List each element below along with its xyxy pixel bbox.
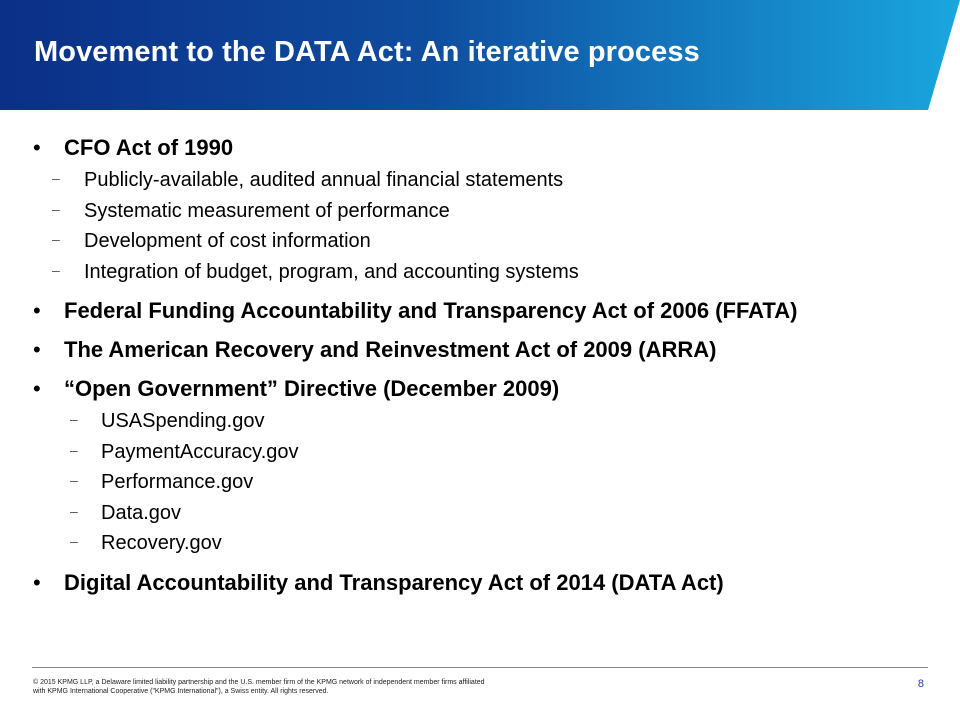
bullet-item xyxy=(0,334,960,365)
dash-marker: – xyxy=(70,502,78,519)
sub-bullet-item xyxy=(64,528,900,559)
slide-header xyxy=(0,0,960,110)
dash-marker: – xyxy=(70,441,78,458)
sub-bullet-item xyxy=(64,467,900,498)
dash-marker: – xyxy=(70,472,78,488)
bullet-text: CFO Act of 1990 xyxy=(64,135,234,160)
footer-copyright: © 2015 KPMG LLP, a Delaware limited liability partnership and the U.S. member firm of the KPMG network of independent member firms affiliated with KPMG International Cooperative ("KPMG International"), a Swiss entity. All rights reserved. xyxy=(33,679,485,695)
bullet-item xyxy=(0,295,960,326)
sub-bullet-text: Development of cost information xyxy=(84,230,371,252)
dash-marker: – xyxy=(70,533,78,549)
sub-bullet-item xyxy=(64,437,900,468)
sub-bullet-list xyxy=(64,406,900,559)
sub-bullet-text: Publicly-available, audited annual financial statements xyxy=(84,169,564,191)
dash-marker: – xyxy=(52,200,60,217)
sub-bullet-text: Performance.gov xyxy=(101,471,254,493)
bullet-text: Digital Accountability and Transparency Act of 2014 (DATA Act) xyxy=(64,569,724,595)
sub-bullet-item xyxy=(64,406,900,437)
bullet-item xyxy=(0,132,960,287)
bullet-marker: • xyxy=(33,376,41,401)
sub-bullet-item xyxy=(52,196,900,227)
sub-bullet-text: PaymentAccuracy.gov xyxy=(101,440,299,463)
page-number: 8 xyxy=(917,678,924,690)
sub-bullet-item xyxy=(52,165,900,196)
bullet-marker: • xyxy=(33,337,41,362)
sub-bullet-text: Integration of budget, program, and accounting systems xyxy=(84,260,579,283)
sub-bullet-item xyxy=(52,226,900,257)
bullet-marker: • xyxy=(33,569,41,595)
bullet-marker: • xyxy=(33,135,41,160)
sub-bullet-item xyxy=(52,257,900,288)
bullet-text: “Open Government” Directive (December 2009) xyxy=(64,376,560,401)
slide-title: Movement to the DATA Act: An iterative process xyxy=(34,36,700,68)
bullet-text: The American Recovery and Reinvestment Act of 2009 (ARRA) xyxy=(64,337,717,362)
sub-bullet-text: USASpending.gov xyxy=(101,410,265,432)
dash-marker: – xyxy=(52,261,60,278)
dash-marker: – xyxy=(52,231,60,247)
bullet-item xyxy=(0,567,960,598)
footer-divider xyxy=(32,667,928,668)
sub-bullet-item xyxy=(64,498,900,529)
sub-bullet-text: Recovery.gov xyxy=(101,532,222,554)
dash-marker: – xyxy=(52,170,60,186)
sub-bullet-list xyxy=(52,165,900,287)
bullet-item xyxy=(0,373,960,559)
bullet-marker: • xyxy=(33,298,41,323)
dash-marker: – xyxy=(70,411,78,427)
sub-bullet-text: Systematic measurement of performance xyxy=(84,199,450,222)
bullet-list xyxy=(0,132,960,598)
bullet-text: Federal Funding Accountability and Transparency Act of 2006 (FFATA) xyxy=(64,298,798,323)
sub-bullet-text: Data.gov xyxy=(101,501,182,524)
